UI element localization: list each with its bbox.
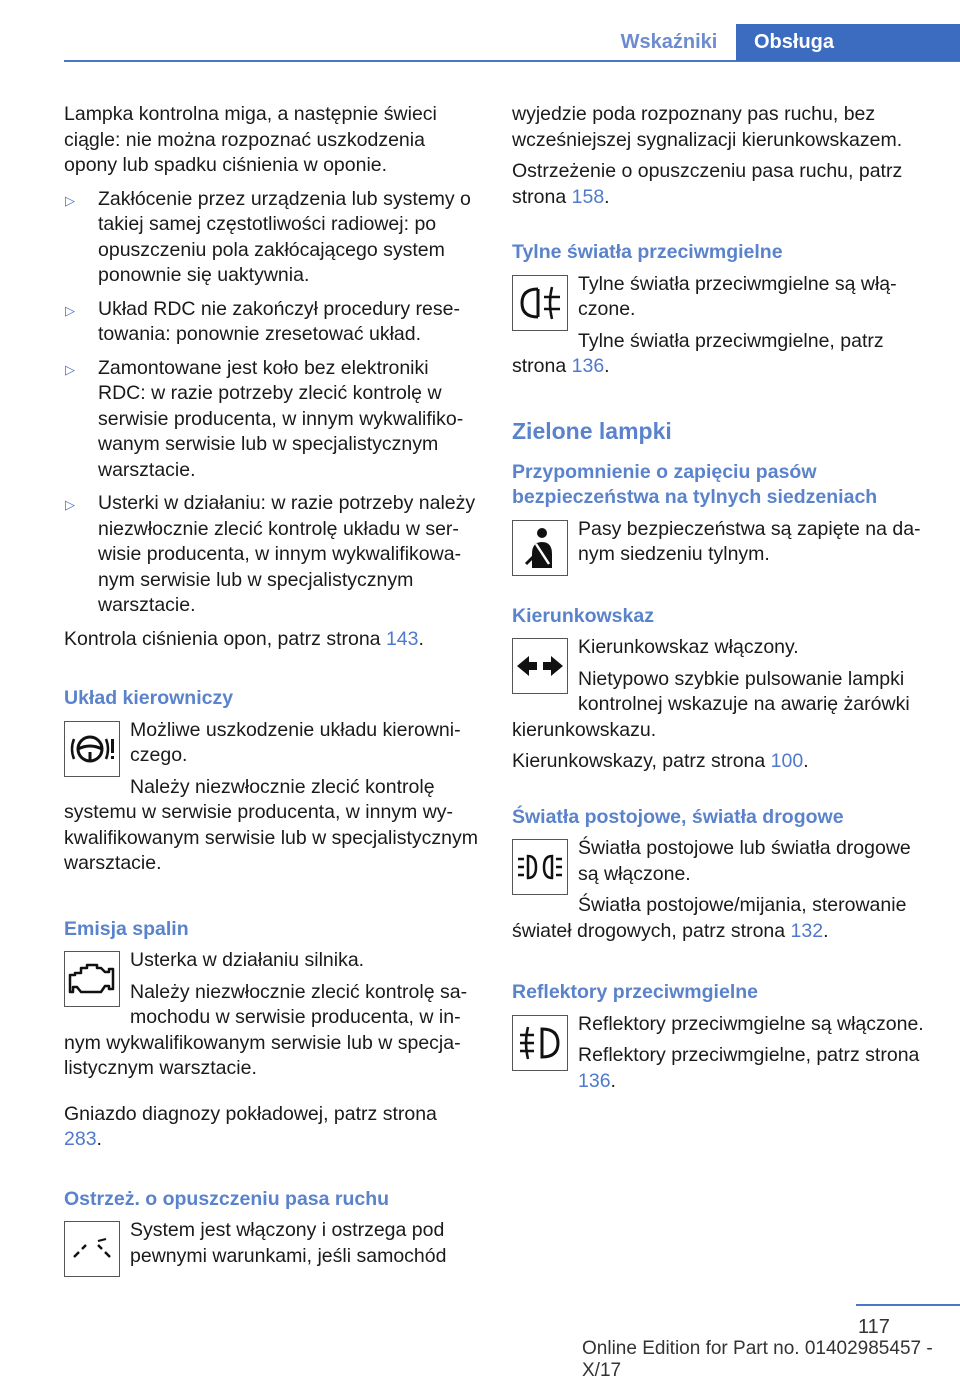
- list-item: ▷ Układ RDC nie zakończył procedury resetowania: ponownie zresetować układ.: [64, 297, 480, 348]
- lane-warning-block: System jest włączony i ostrzega pod pewnymi warunkami, jeśli samochód: [64, 1218, 480, 1281]
- seatbelt-heading: Przypomnienie o zapięciu pasów bezpieczeństwa na tylnych siedzeniach: [512, 460, 878, 508]
- left-column: [64, 102, 480, 1281]
- list-item: ▷ Zamontowane jest koło bez elektroniki RDC: w razie potrzeby zlecić kontrolę w serwisie producenta, w innym wykwalifikowanym serwisie lub w specjalistycznym warsztacie.: [64, 356, 480, 484]
- lane-warning-heading: Ostrzeż. o opuszczeniu pasa ruchu: [64, 1187, 390, 1210]
- triangle-bullet-icon: ▷: [65, 192, 75, 208]
- obd-reference: Gniazdo diagnozy pokładowej, patrz strona 283.: [64, 1102, 437, 1150]
- page-link[interactable]: 100: [770, 750, 804, 772]
- lane-reference: Ostrzeżenie o opuszczeniu pasa ruchu, patrz strona 158.: [512, 160, 903, 208]
- right-column: [512, 102, 926, 1100]
- page-link[interactable]: 143: [385, 627, 419, 650]
- steering-heading: Układ kierowniczy: [64, 687, 234, 709]
- turn-signal-arrows-icon: [512, 638, 568, 694]
- page-number: 117: [858, 1316, 890, 1338]
- rear-fog-block: Tylne światła przeciwmgielne są włączone. Tylne światła przeciwmgielne, patrz strona 136.: [512, 272, 897, 377]
- footer-rule: [856, 1304, 960, 1306]
- list-item: ▷ Usterki w działaniu: w razie potrzeby należy niezwłocznie zlecić kontrolę układu w serwisie producenta, w innym wykwalifikowanym serwisie lub w specjalistycznym warsztacie.: [64, 491, 480, 619]
- lane-continuation: wyjedzie poda rozpoznany pas ruchu, bez wcześniejszej sygnalizacji kierunkowskazem.: [512, 103, 903, 151]
- page-link[interactable]: 158: [571, 185, 605, 208]
- tab-indicators[interactable]: Wskaźniki: [620, 31, 718, 53]
- seatbelt-icon: [512, 520, 568, 576]
- lane-departure-icon: [64, 1221, 120, 1277]
- emission-block: Usterka w działaniu silnika. Należy niezwłocznie zlecić kontrolę samochodu w serwisie producenta, w innym wykwalifikowanym serwisie lub w specjalistycznym warsztacie.: [64, 949, 468, 1079]
- page-link[interactable]: 136: [571, 355, 605, 377]
- green-lamps-heading: Zielone lampki: [512, 417, 672, 444]
- rear-fog-heading: Tylne światła przeciwmgielne: [512, 241, 783, 263]
- rear-fog-light-icon: [512, 275, 568, 331]
- engine-icon: [64, 951, 120, 1007]
- triangle-bullet-icon: ▷: [65, 361, 75, 377]
- tab-operation[interactable]: Obsługa: [736, 24, 960, 61]
- front-fog-block: Reflektory przeciwmgielne są włączone. Reflektory przeciwmgielne, patrz strona 136.: [512, 1012, 926, 1101]
- page-link[interactable]: 136: [578, 1069, 611, 1092]
- page-link[interactable]: 283: [64, 1128, 97, 1150]
- parking-lights-heading: Światła postojowe, światła drogowe: [512, 805, 844, 828]
- front-fog-light-icon: [512, 1015, 568, 1071]
- triangle-bullet-icon: ▷: [65, 497, 75, 512]
- front-fog-heading: Reflektory przeciwmgielne: [512, 981, 758, 1003]
- tire-pressure-reference: Kontrola ciśnienia opon, patrz strona 143.: [64, 627, 424, 650]
- steering-warning-icon: [64, 721, 120, 777]
- edition-note: Online Edition for Part no. 01402985457 - X/17: [582, 1338, 933, 1381]
- emission-heading: Emisja spalin: [64, 917, 189, 940]
- parking-lights-icon: [512, 839, 568, 895]
- bullet-list: [64, 187, 480, 619]
- turn-signal-heading: Kierunkowskaz: [512, 604, 654, 627]
- parking-lights-block: Światła postojowe lub światła drogowe są włączone. Światła postojowe/mijania, sterowanie świateł drogowych, patrz strona 132.: [512, 837, 911, 942]
- steering-block: Możliwe uszkodzenie układu kierowniczego. Należy niezwłocznie zlecić kontrolę systemu w serwisie producenta, w innym wykwalifikowanym serwisie lub w specjalistycznym warsztacie.: [64, 718, 478, 874]
- turn-signal-block: Kierunkowskaz włączony. Nietypowo szybkie pulsowanie lampki kontrolnej wskazuje na awarię żarówki kierunkowskazu.: [512, 636, 910, 741]
- page-link[interactable]: 132: [790, 919, 824, 942]
- triangle-bullet-icon: ▷: [65, 302, 75, 318]
- list-item: ▷ Zakłócenie przez urządzenia lub systemy o takiej samej częstotliwości radiowej: po opuszczeniu pola zakłócającego system ponownie się uaktywnia.: [64, 187, 480, 289]
- intro-paragraph: Lampka kontrolna miga, a następnie świeci ciągle: nie można rozpoznać uszkodzenia opony lub spadku ciśnienia w oponie.: [64, 103, 437, 176]
- turn-signal-reference: Kierunkowskazy, patrz strona 100.: [512, 750, 809, 772]
- seatbelt-block: Pasy bezpieczeństwa są zapięte na danym siedzeniu tylnym.: [512, 517, 926, 580]
